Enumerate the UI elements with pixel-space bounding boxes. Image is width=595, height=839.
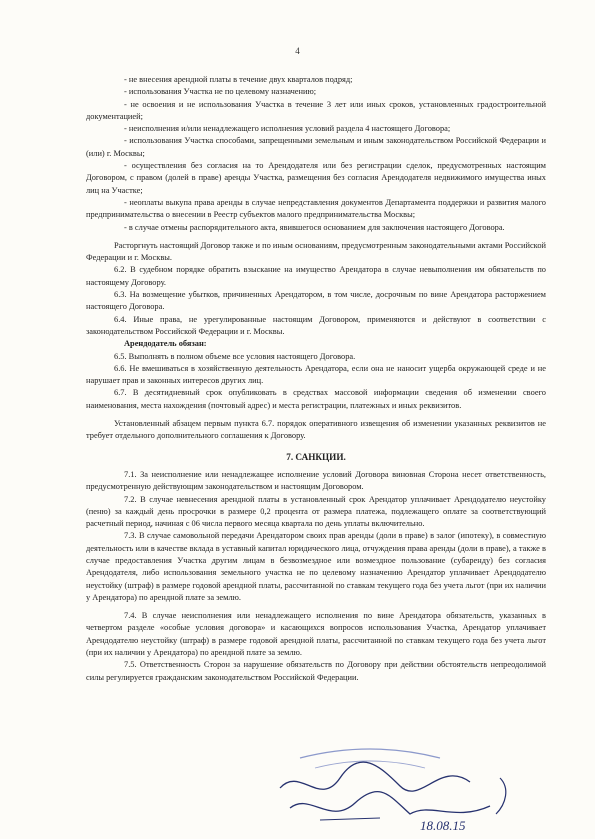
list-item: - неисполнения и/или ненадлежащего исполнения условий раздела 4 настоящего Договора;: [124, 124, 451, 134]
list-item: - не внесения арендной платы в течение двух кварталов подряд;: [124, 75, 353, 84]
paragraph: 6.3. На возмещение убытков, причиненных Арендатором, в том числе, досрочным по вине Арендатора расторжением настоящего Договора.: [86, 290, 546, 312]
signature-area: [260, 748, 560, 833]
paragraph: 7.4. В случае неисполнения или ненадлежащего исполнения по вине Арендатора обязательств, указанных в четвертом разделе «особые условия договора» и касающихся вопросов использования Участка, Арендатор уплачивает Арендодателю неустойку (штраф) в размере годовой арендной платы, рассчитанной по ставкам текущего года без учета льгот (при их наличии у Арендатора) по арендной плате за землю.: [86, 611, 546, 658]
list-item: - в случае отмены распорядительного акта, явившегося основанием для заключения настоящего Договора.: [124, 222, 505, 232]
paragraph: Установленный абзацем первым пункта 6.7. порядок оперативного извещения об изменении указанных реквизитов не требует отдельного дополнительного соглашения к Договору.: [86, 419, 546, 441]
paragraph: 7.1. За неисполнение или ненадлежащее исполнение условий Договора виновная Сторона несет ответственность, предусмотренную действующим законодательством и настоящим Договором.: [86, 469, 546, 492]
list-item: - использования Участка способами, запрещенными земельным и иным законодательством Российской Федерации и (или) г. Москвы;: [86, 136, 546, 158]
paragraph: Расторгнуть настоящий Договор также и по иным основаниям, предусмотренным законодательными актами Российской Федерации и г. Москвы.: [86, 240, 546, 263]
list-item: - использования Участка не по целевому назначению;: [124, 87, 317, 97]
list-item: - осуществления без согласия на то Арендодателя или без регистрации сделок, предусмотренных настоящим Договором, с правом (долей в праве) аренды Участка, размещения без согласия Арендодателя недвижимого имущества иных лиц на Участке;: [86, 161, 546, 195]
paragraph: 6.2. В судебном порядке обратить взыскание на имущество Арендатора в случае невыполнения им обязательств по настоящему Договору.: [86, 265, 546, 287]
obliged-heading: Арендодатель обязан:: [124, 339, 207, 349]
paragraph: 7.2. В случае невнесения арендной платы в установленный срок Арендатор уплачивает Арендодателю неустойку (пеню) за каждый день просрочки в размере 0,2 процента от размера платежа, подлежащего оплате за соответствующий расчетный период, начиная с 06 числа первого месяца квартала по день уплаты включительно.: [86, 494, 546, 529]
paragraph: 7.3. В случае самовольной передачи Арендатором своих прав аренды (доли в праве) в залог (ипотеку), в совместную деятельность или в качестве вклада в уставный капитал юридического лица, отчуждения права аренды (доли в праве), а также в случае предоставления Участка другим лицам в безвозмездное или возмездное пользование (субаренду) без согласия Арендодателя, либо использования земельного участка не по целевому назначению Арендатор уплачивает Арендодателю неустойку (штраф) в размере годовой арендной платы, рассчитанной по ставкам текущего года без учета льгот (при их наличии у Арендатора) по арендной плате за землю.: [86, 531, 546, 602]
signature-date: 18.08.15: [420, 818, 466, 833]
paragraph: 7.5. Ответственность Сторон за нарушение обязательств по Договору при действии обстоятельств непреодолимой силы регулируется гражданским законодательством Российской Федерации.: [86, 660, 546, 682]
paragraph: 6.7. В десятидневный срок опубликовать в средствах массовой информации сведения об изменении своего наименования, места нахождения (почтовый адрес) и места регистрации, платежных и иных реквизитов.: [86, 388, 546, 410]
paragraph: 6.5. Выполнять в полном объеме все условия настоящего Договора.: [114, 351, 356, 361]
paragraph: 6.4. Иные права, не урегулированные настоящим Договором, применяются и действуют в соответствии с законодательством Российской Федерации и г. Москвы.: [86, 314, 546, 336]
page-number: 4: [295, 46, 300, 56]
list-item: - неоплаты выкупа права аренды в случае непредставления документов Департамента поддержки и развития малого предпринимательства о внесении в Реестр субъектов малого предпринимательства Москвы;: [86, 197, 546, 220]
section-title: 7. САНКЦИИ.: [286, 451, 346, 462]
stamp-and-signature: [260, 748, 560, 833]
list-item: - не освоения и не использования Участка в течение 3 лет или иных сроков, установленных градостроительной документацией;: [86, 99, 546, 121]
paragraph: 6.6. Не вмешиваться в хозяйственную деятельность Арендатора, если она не наносит ущерба окружающей среде и не нарушает прав и законных интересов других лиц.: [86, 363, 546, 386]
document-body: [86, 74, 546, 684]
